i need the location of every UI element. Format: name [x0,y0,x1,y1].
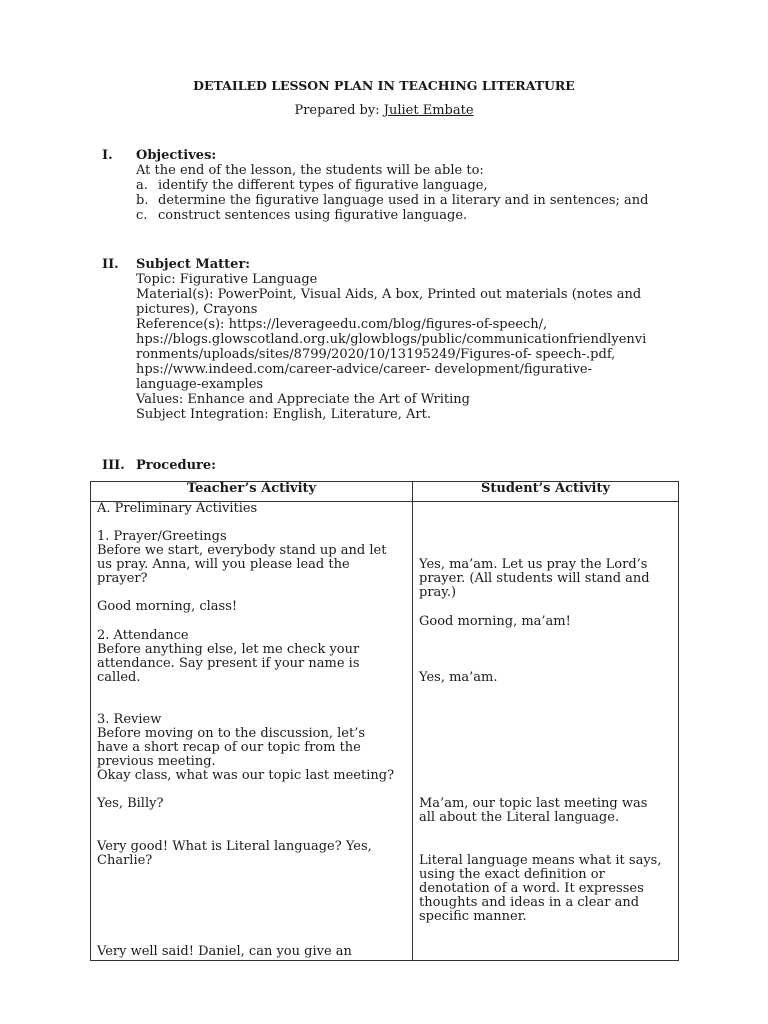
references-line: Reference(s): https://leverageedu.com/blog/figures-of-speech/, [136,317,548,332]
document-title: DETAILED LESSON PLAN IN TEACHING LITERATURE [193,78,575,93]
author-name: Juliet Embate [383,103,474,118]
student-block-attendance: Yes, ma’am. [419,670,498,685]
subject-matter-heading: Subject Matter: [136,257,251,272]
procedure-table-row [91,502,679,961]
teacher-block-preliminary: A. Preliminary Activities [97,501,258,516]
objective-item: c. construct sentences using figurative language. [136,208,468,223]
materials-line-cont: pictures), Crayons [136,302,258,317]
objective-item: a. identify the different types of figurative language, [136,178,488,193]
prepared-by-label: Prepared by: [294,103,380,118]
materials-line: Material(s): PowerPoint, Visual Aids, A box, Printed out materials (notes and [136,287,642,302]
objectives-heading: Objectives: [136,148,217,163]
student-block-literal-answer: Literal language means what it says, using the exact definition or denotation of a word. It expresses thoughts and ideas in a clear and specific manner. [419,853,662,924]
subject-integration-line: Subject Integration: English, Literature, Art. [136,407,431,422]
student-activity-header: Student’s Activity [413,482,679,502]
student-block-topic-answer: Ma’am, our topic last meeting was all about the Literal language. [419,796,648,825]
procedure-number: III. [102,458,125,473]
objectives-intro: At the end of the lesson, the students will be able to: [136,163,484,178]
teacher-block-review: 3. Review Before moving on to the discussion, let’s have a short recap of our topic from the previous meeting. Okay class, what was our topic last meeting? [97,712,395,783]
reference-url-line: hps://blogs.glowscotland.org.uk/glowblogs/public/communicationfriendlyenvi [136,332,647,347]
teacher-activity-cell [91,502,413,961]
teacher-block-prayer: 1. Prayer/Greetings Before we start, everybody stand up and let us pray. Anna, will you please lead the prayer? [97,529,387,586]
procedure-table [90,481,679,961]
objective-item: b. determine the figurative language used in a literary and in sentences; and [136,193,649,208]
prepared-by-line [0,103,768,118]
topic-line: Topic: Figurative Language [136,272,318,287]
teacher-block-charlie: Very good! What is Literal language? Yes, Charlie? [97,839,372,868]
objectives-number: I. [102,148,113,163]
teacher-activity-header: Teacher’s Activity [91,482,413,502]
subject-matter-number: II. [102,257,119,272]
procedure-heading: Procedure: [136,458,216,473]
teacher-block-greeting: Good morning, class! [97,599,238,614]
values-line: Values: Enhance and Appreciate the Art of Writing [136,392,470,407]
reference-url-line: language-examples [136,377,264,392]
reference-url-line: ronments/uploads/sites/8799/2020/10/13195249/Figures-of- speech-.pdf, [136,347,616,362]
student-block-prayer: Yes, ma’am. Let us pray the Lord’s prayer. (All students will stand and pray.) [419,557,650,600]
reference-url-line: hps://www.indeed.com/career-advice/career- development/figurative- [136,362,593,377]
procedure-table-header-row [91,482,679,502]
teacher-block-daniel: Very well said! Daniel, can you give an [97,944,352,959]
student-block-greeting: Good morning, ma’am! [419,614,571,629]
student-activity-cell [413,502,679,961]
teacher-block-billy: Yes, Billy? [97,796,164,811]
teacher-block-attendance: 2. Attendance Before anything else, let me check your attendance. Say present if your name is called. [97,628,360,685]
